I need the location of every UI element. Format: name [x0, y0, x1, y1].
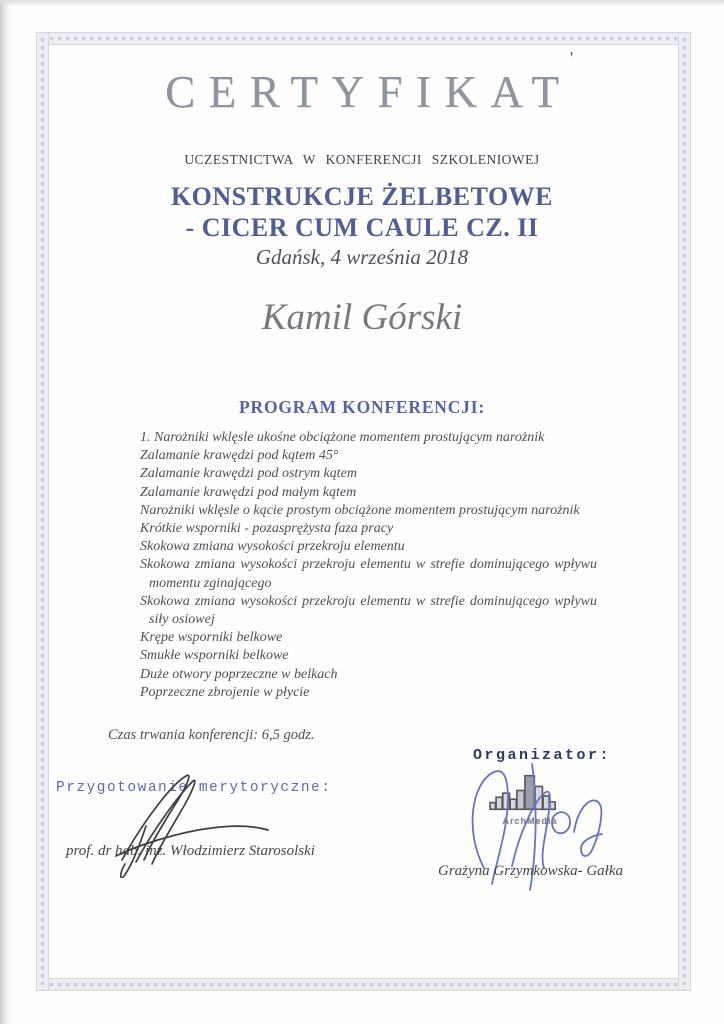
preparer-name: prof. dr hab. inż. Włodzimierz Starosolski [66, 843, 315, 859]
certificate-title: CERTYFIKAT [165, 67, 573, 117]
program-item: 1. Narożniki wklęsle ukośne obciążone momentem prostującym narożnik [140, 430, 545, 445]
conference-title-line1: KONSTRUKCJE ŻELBETOWE [170, 182, 554, 211]
place-and-date: Gdańsk, 4 września 2018 [255, 245, 469, 269]
conference-duration: Czas trwania konferencji: 6,5 godz. [108, 727, 315, 743]
program-list [140, 429, 597, 702]
preparation-label: Przygotowanie merytoryczne: [56, 780, 332, 796]
organizer-logo-bars [486, 771, 572, 814]
decorative-border-bottom [36, 978, 691, 991]
program-item: Krótkie wsporniki - pozasprężysta faza pracy [140, 521, 394, 537]
conference-title-line2: - CICER CUM CAULE CZ. II [185, 213, 539, 242]
program-item: Poprzeczne zbrojenie w płycie [140, 684, 310, 700]
decorative-border-left [36, 32, 49, 991]
scan-edge-top [0, 0, 724, 7]
scan-artifact-mark: ' [570, 48, 574, 68]
program-item: Skokowa zmiana wysokości przekroju elementu w strefie dominującego wpływu siły osiowej [140, 593, 597, 628]
organizer-signatory-name: Grażyna Grzymkowska- Gałka [438, 863, 623, 879]
program-item: Krępe wsporniki belkowe [140, 630, 283, 646]
program-item: Smukłe wsporniki belkowe [140, 648, 289, 664]
program-item: Zalamanie krawędzi pod kątem 45° [140, 448, 339, 464]
program-item: Zalamanie krawędzi pod ostrym kątem [140, 466, 357, 482]
program-item: Duże otwory poprzeczne w belkach [140, 666, 338, 682]
program-item: Narożniki wklęsle o kącie prostym obciążone momentem prostującym narożnik [140, 502, 580, 518]
decorative-border-top [36, 32, 691, 45]
organizer-logo-text: ArchMedia [502, 816, 558, 826]
program-item: Zalamanie krawędzi pod małym kątem [140, 484, 357, 500]
certificate-subtitle: UCZESTNICTWA W KONFERENCJI SZKOLENIOWEJ [184, 152, 540, 167]
decorative-border-right [678, 32, 691, 991]
organizer-label: Organizator: [473, 747, 612, 764]
program-heading: PROGRAM KONFERENCJI: [239, 397, 485, 417]
program-item: Skokowa zmiana wysokości przekroju elementu w strefie dominującego wpływu momentu zginającego [140, 557, 597, 591]
program-item: Skokowa zmiana wysokości przekroju elementu [140, 539, 405, 555]
recipient-name: Kamil Górski [261, 297, 463, 338]
